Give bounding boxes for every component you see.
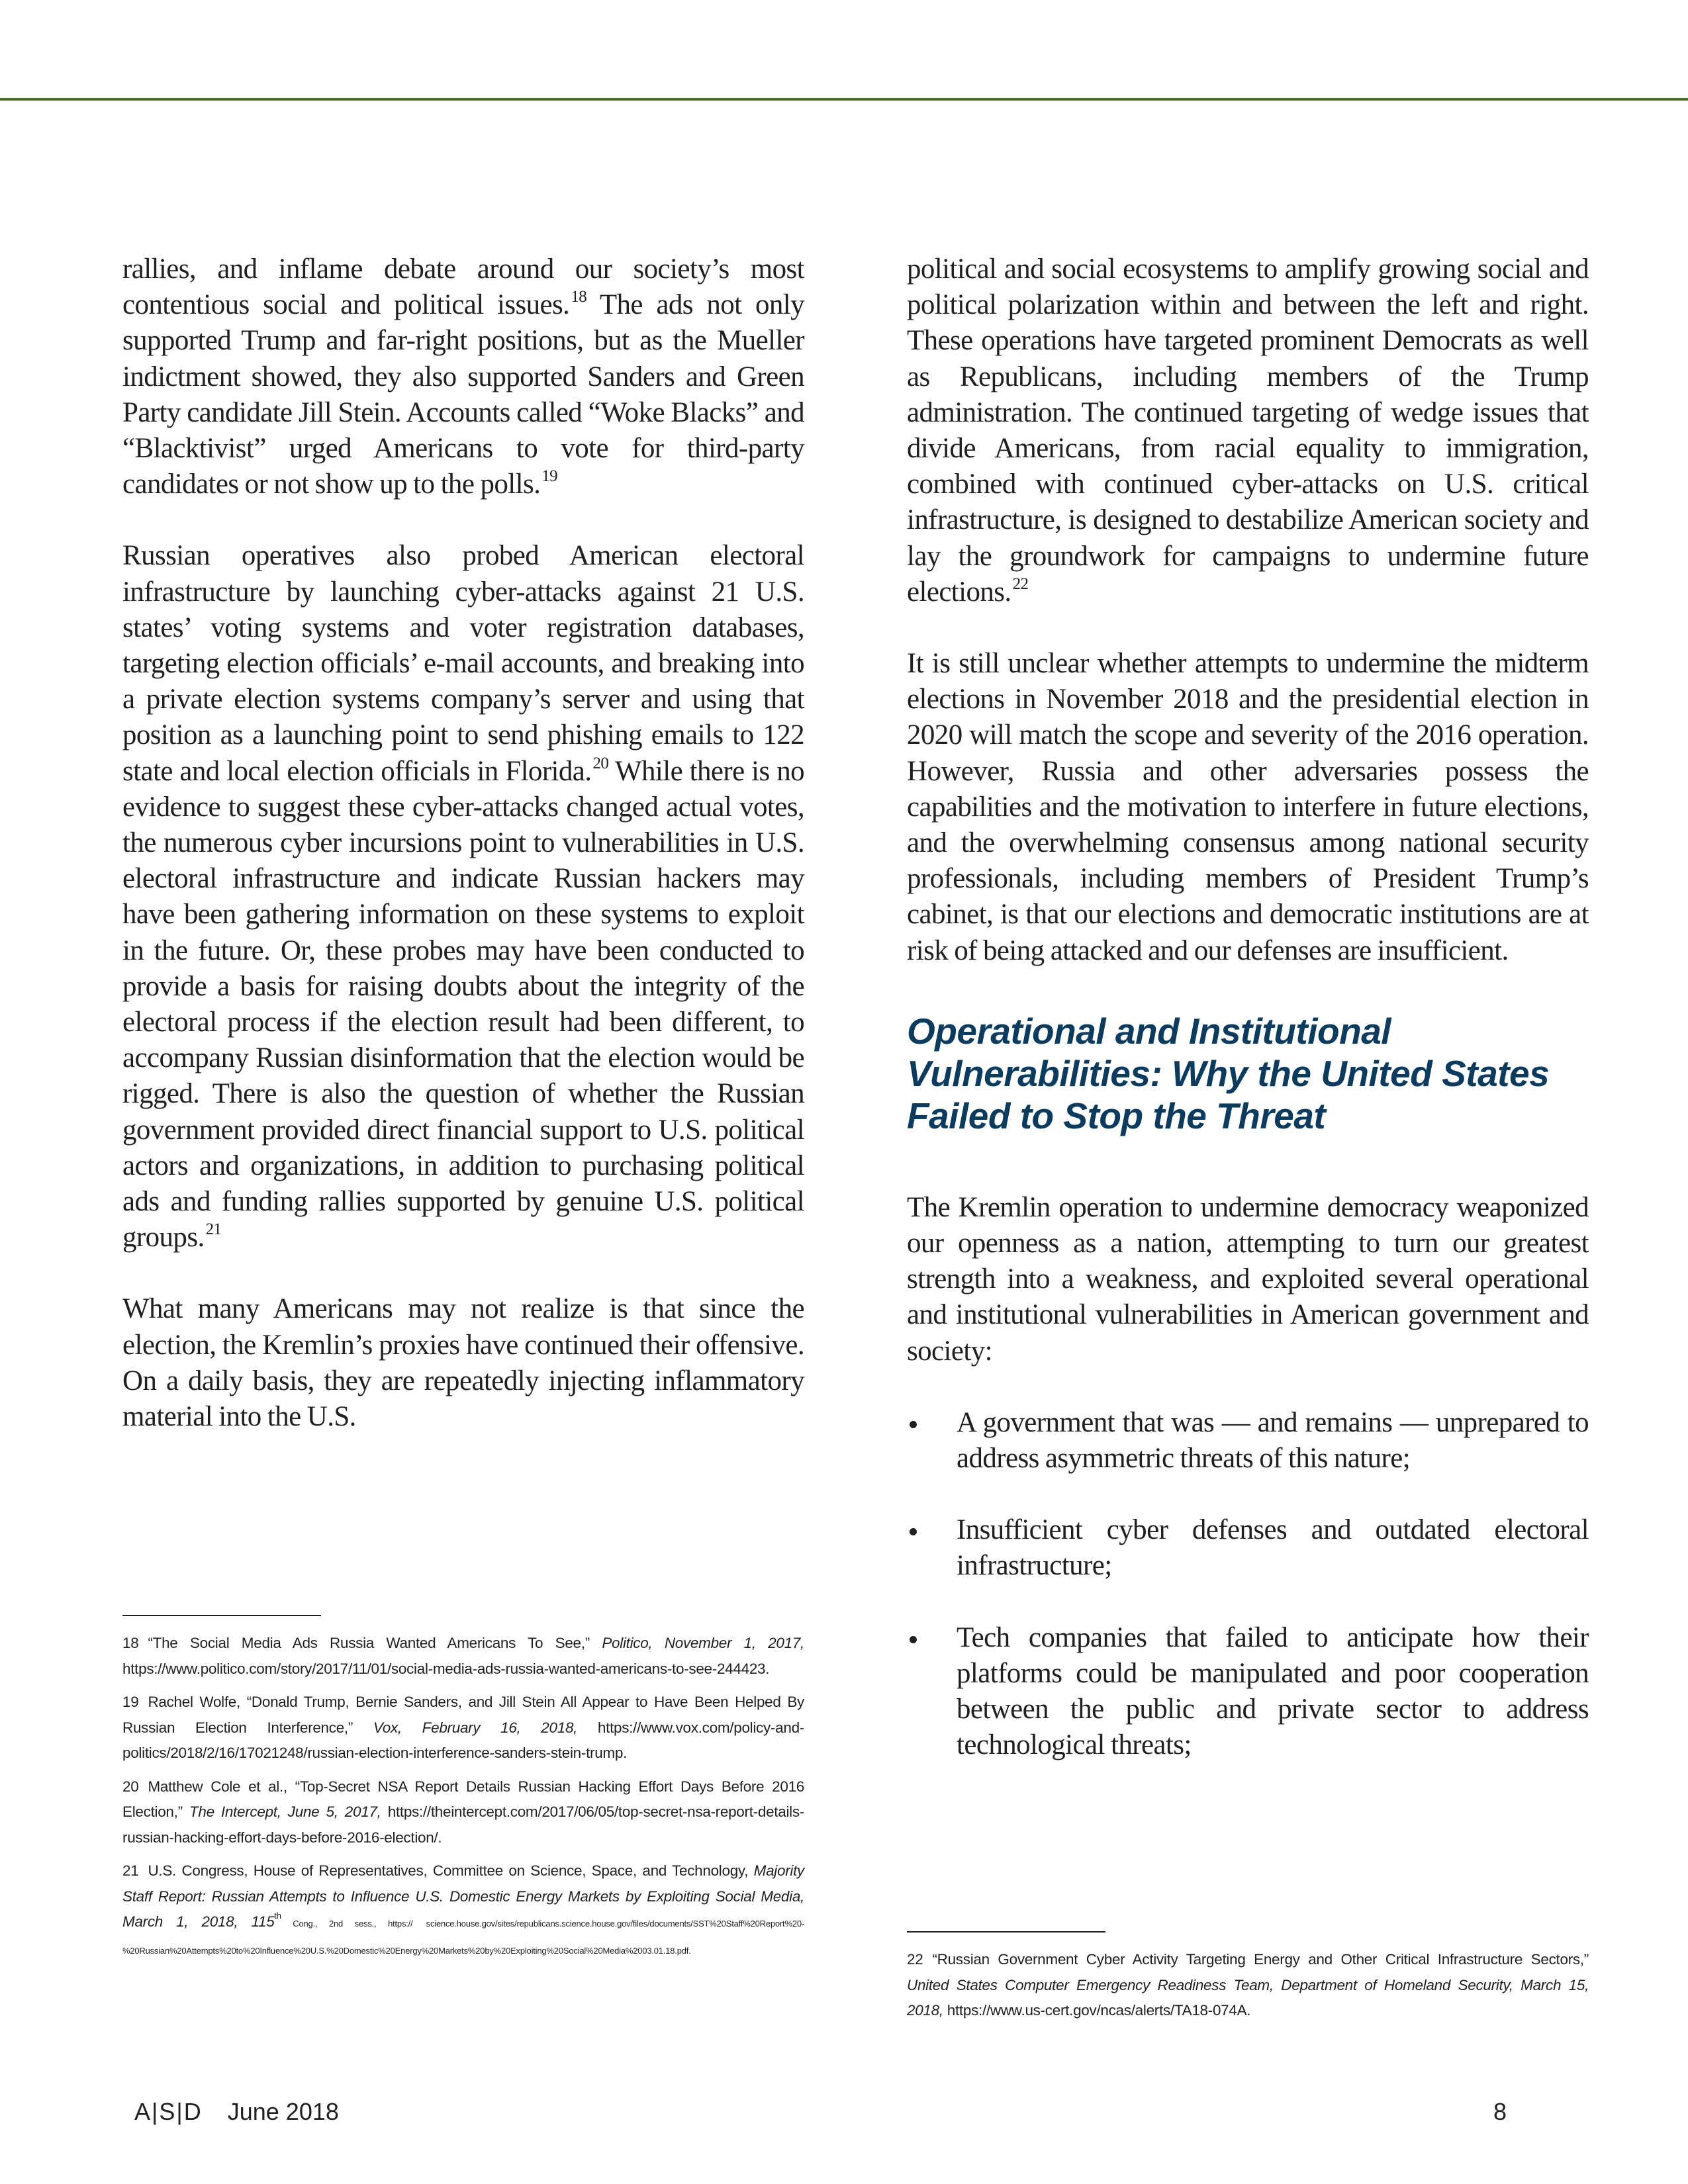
footnote-source: The Intercept, June 5, 2017, (189, 1803, 381, 1820)
footnote-text: “Russian Government Cyber Activity Targeting Energy and Other Critical Infrastructure Sectors,” (932, 1951, 1589, 1968)
paragraph-text: The ads not only supported Trump and far-right positions, but as the Mueller indictment showed, they also supported Sanders and Green Party candidate Jill Stein. Accounts called “Woke Blacks” and “Blacktivist” urged Americans to vote for third-party candidates or not show up to the polls. (122, 289, 804, 500)
list-item (907, 1405, 1589, 1477)
list-item-text: A government that was — and remains — unprepared to address asymmetric threats of this nature; (957, 1406, 1589, 1475)
footnote-link[interactable]: https://www.vox.com/policy-and-politics/2018/2/16/17021248/russian-election-interference-sanders-stein-trump. (122, 1719, 804, 1761)
footnote-link[interactable]: https://www.us-cert.gov/ncas/alerts/TA18-074A. (943, 2002, 1251, 2019)
paragraph-text: While there is no evidence to suggest these cyber-attacks changed actual votes, the numerous cyber incursions point to vulnerabilities in U.S. electoral infrastructure and indicate Russian hackers may have been gathering information on these systems to exploit in the future. Or, these probes may have been conducted to provide a basis for raising doubts about the integrity of the electoral process if the election result had been different, to accompany Russian disinformation that the election would be rigged. There is also the question of whether the Russian government provided direct financial support to U.S. political actors and organizations, in addition to purchasing political ads and funding rallies supported by genuine U.S. political groups. (122, 755, 804, 1253)
footnote-source: Politico, November 1, 2017, (602, 1635, 804, 1651)
footnote-19 (122, 1690, 804, 1766)
paragraph-text: It is still unclear whether attempts to undermine the midterm elections in November 2018 and the presidential election in 2020 will match the scope and severity of the 2016 operation. However, Russia and other adversaries possess the capabilities and the motivation to interfere in future elections, and the overwhelming consensus among national security professionals, including members of President Trump’s cabinet, is that our elections and democratic institutions are at risk of being attacked and our defenses are insufficient. (907, 648, 1589, 966)
footnote-link[interactable]: https://theintercept.com/2017/06/05/top-secret-nsa-report-details-russian-hacking-effort-days-before-2016-election/. (122, 1803, 804, 1846)
footnote-ref[interactable]: 18 (571, 288, 587, 306)
paragraph (122, 538, 804, 1255)
paragraph (122, 1291, 804, 1435)
footnote-link[interactable]: https://www.politico.com/story/2017/11/01/social-media-ads-russia-wanted-americans-to-see-244423. (122, 1660, 770, 1677)
footnote-ref[interactable]: 22 (1012, 574, 1029, 593)
footnote-link[interactable]: science.house.gov/sites/republicans.science.house.gov/files/documents/SST%20Staff%20Report%20-%20Russian%20Attempts%20to%20Influence%20U.S.%20Domestic%20Energy%20Markets%20by%20Exploiting%20Social%20Media%2003.01.18.pdf. (122, 1919, 805, 1956)
header-rule (0, 98, 1688, 101)
footnote-number: 20 (122, 1778, 139, 1795)
org-logo-text: A|S|D (134, 2098, 203, 2125)
left-column (122, 251, 804, 1435)
paragraph-text: What many Americans may not realize is that since the election, the Kremlin’s proxies have continued their offensive. On a daily basis, they are repeatedly injecting inflammatory material into the U.S. (122, 1293, 804, 1433)
paragraph-text: political and social ecosystems to amplify growing social and political polarization within and between the left and right. These operations have targeted prominent Democrats as well as Republicans, including members of the Trump administration. The continued targeting of wedge issues that divide Americans, from racial equality to immigration, combined with continued cyber-attacks on U.S. critical infrastructure, is designed to destabilize American society and lay the groundwork for campaigns to undermine future elections. (907, 253, 1589, 608)
page-number: 8 (1493, 2098, 1507, 2125)
publication-date: June 2018 (227, 2098, 339, 2125)
footnote-divider (122, 1615, 321, 1616)
paragraph-text: rallies, and inflame debate around our society’s most contentious social and political issues. (122, 253, 804, 321)
bullet-icon (910, 1528, 917, 1535)
ordinal-suffix: th (274, 1911, 281, 1921)
page-footer (134, 2098, 339, 2126)
footnote-number: 18 (122, 1635, 139, 1651)
right-column (907, 251, 1589, 1799)
footnote-18 (122, 1631, 804, 1682)
footnote-source: Majority Staff Report: Russian Attempts to Influence U.S. Domestic Energy Markets by Exploiting Social Media, March 1, 2018, 115 (122, 1862, 804, 1930)
paragraph (907, 251, 1589, 610)
footnote-text: “The Social Media Ads Russia Wanted Americans To See,” (148, 1635, 602, 1651)
list-item (907, 1620, 1589, 1764)
paragraph (122, 251, 804, 502)
list-item (907, 1512, 1589, 1584)
bullet-icon (910, 1421, 917, 1428)
footnote-ref[interactable]: 19 (541, 467, 558, 486)
footnote-text: Matthew Cole et al., “Top-Secret NSA Report Details Russian Hacking Effort Days Before 2016 Election,” (122, 1778, 804, 1820)
footnotes-left (122, 1615, 804, 1972)
footnote-20 (122, 1774, 804, 1851)
list-item-text: Insufficient cyber defenses and outdated electoral infrastructure; (957, 1514, 1589, 1582)
footnote-number: 19 (122, 1694, 139, 1710)
bullet-icon (910, 1636, 917, 1643)
footnote-text: Rachel Wolfe, “Donald Trump, Bernie Sanders, and Jill Stein All Appear to Have Been Helped By Russian Election Interference,” (122, 1694, 804, 1736)
footnote-source: Vox, February 16, 2018, (373, 1719, 578, 1736)
footnote-text: U.S. Congress, House of Representatives, Committee on Science, Space, and Technology, (148, 1862, 754, 1879)
vulnerabilities-list (907, 1405, 1589, 1764)
paragraph (907, 646, 1589, 969)
section-heading: Operational and Institutional Vulnerabilities: Why the United States Failed to Stop the Threat (907, 1010, 1550, 1136)
footnote-session: Cong., 2nd sess., https:// (281, 1919, 413, 1929)
footnote-source: United States Computer Emergency Readiness Team, Department of Homeland Security, March 15, 2018, (907, 1976, 1589, 2019)
footnote-21 (122, 1858, 804, 1964)
footnote-divider (907, 1931, 1105, 1933)
footnote-ref[interactable]: 21 (205, 1220, 222, 1239)
paragraph-text: Russian operatives also probed American electoral infrastructure by launching cyber-attacks against 21 U.S. states’ voting systems and voter registration databases, targeting election officials’ e-mail accounts, and breaking into a private election systems company’s server and using that position as a launching point to send phishing emails to 122 state and local election officials in Florida. (122, 540, 804, 787)
list-item-text: Tech companies that failed to anticipate how their platforms could be manipulated and poor cooperation between the public and private sector to address technological threats; (957, 1621, 1589, 1761)
intro-paragraph: The Kremlin operation to undermine democracy weaponized our openness as a nation, attempting to turn our greatest strength into a weakness, and exploited several operational and institutional vulnerabilities in American government and society: (907, 1191, 1589, 1367)
footnote-number: 22 (907, 1951, 923, 1968)
footnote-ref[interactable]: 20 (592, 754, 609, 772)
footnotes-right (907, 1931, 1589, 2032)
footnote-22 (907, 1947, 1589, 2024)
footnote-number: 21 (122, 1862, 139, 1879)
